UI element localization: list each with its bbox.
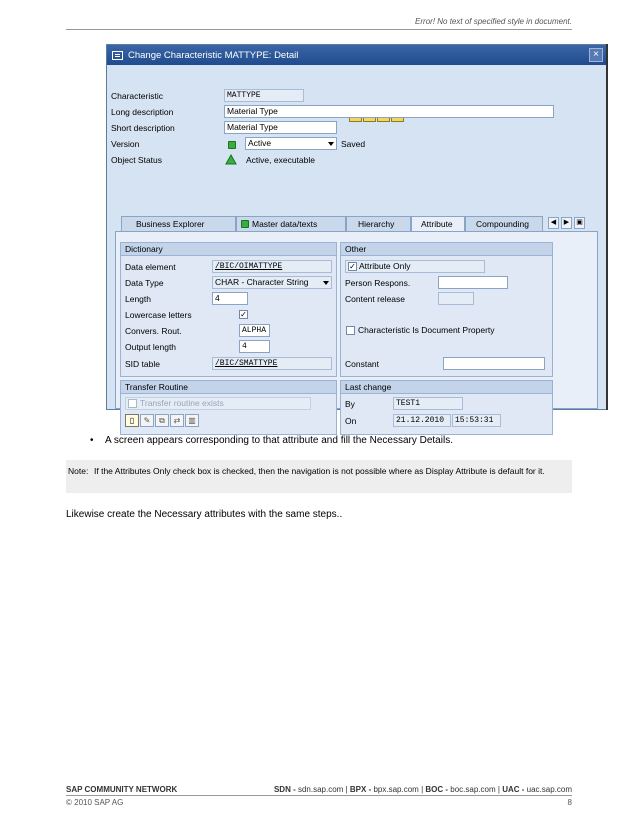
sid-table-field[interactable]: /BIC/SMATTYPE xyxy=(212,357,332,370)
transfer-routine-checkbox xyxy=(128,399,137,408)
bpx-link[interactable]: bpx.sap.com xyxy=(373,785,419,794)
person-responsible-field[interactable] xyxy=(438,276,508,289)
tab-list-button[interactable]: ▣ xyxy=(574,217,585,229)
bpx-label: BPX - xyxy=(349,785,372,794)
document-property-checkbox[interactable] xyxy=(346,326,355,335)
attribute-only-checkbox[interactable]: ✓ xyxy=(349,262,356,271)
chevron-down-icon xyxy=(323,281,329,285)
other-group xyxy=(340,242,553,377)
data-element-field[interactable]: /BIC/OIMATTYPE xyxy=(212,260,332,273)
window-title: Change Characteristic MATTYPE: Detail xyxy=(128,49,299,61)
characteristic-field: MATTYPE xyxy=(224,89,304,102)
last-change-group xyxy=(340,380,553,435)
sap-titlebar xyxy=(107,45,606,65)
chevron-down-icon xyxy=(328,142,334,146)
data-type-value: CHAR - Character String xyxy=(215,277,309,287)
copy-icon[interactable]: ⧉ xyxy=(155,414,169,427)
edit-pencil-icon[interactable]: ✎ xyxy=(140,414,154,427)
long-description-label: Long description xyxy=(111,107,174,117)
version-value: Active xyxy=(248,138,272,148)
transfer-routine-label: Transfer routine exists xyxy=(140,398,224,408)
sdn-link[interactable]: sdn.sap.com xyxy=(297,785,344,794)
bullet-text: A screen appears corresponding to that attribute and fill the Necessary Details. xyxy=(105,435,453,446)
changed-time-field: 15:53:31 xyxy=(452,414,501,427)
tab-compounding[interactable] xyxy=(465,216,543,231)
tab-scroll-right-button[interactable]: ▶ xyxy=(561,217,572,229)
transfer-routine-toolbar xyxy=(125,414,199,427)
create-icon[interactable]: ▯ xyxy=(125,414,139,427)
tab-label: Hierarchy xyxy=(358,219,395,229)
tab-scroll-left-button[interactable]: ◀ xyxy=(548,217,559,229)
sap-body xyxy=(107,66,606,426)
green-status-icon xyxy=(241,220,249,228)
close-button[interactable]: × xyxy=(589,48,603,62)
tab-master-data-texts[interactable] xyxy=(236,216,346,231)
length-label: Length xyxy=(125,294,151,304)
note-label: Note: xyxy=(68,466,89,476)
uac-label: UAC - xyxy=(502,785,525,794)
long-description-field[interactable]: Material Type xyxy=(224,105,554,118)
constant-label: Constant xyxy=(345,359,380,369)
dictionary-title: Dictionary xyxy=(121,243,336,256)
uac-link[interactable]: uac.sap.com xyxy=(526,785,572,794)
tab-hierarchy[interactable] xyxy=(346,216,411,231)
tab-label: Attribute xyxy=(421,219,453,229)
sid-table-label: SID table xyxy=(125,359,160,369)
transfer-routine-group xyxy=(120,380,337,435)
changed-date-field: 21.12.2010 xyxy=(393,414,451,427)
active-status-icon xyxy=(228,141,236,149)
boc-link[interactable]: boc.sap.com xyxy=(450,785,496,794)
data-element-label: Data element xyxy=(125,262,176,272)
screenshot-edge-divider xyxy=(606,44,608,410)
content-release-field xyxy=(438,292,474,305)
length-field[interactable]: 4 xyxy=(212,292,248,305)
header-divider xyxy=(66,29,572,30)
data-type-dropdown[interactable] xyxy=(212,276,332,289)
short-description-label: Short description xyxy=(111,123,175,133)
executable-status-icon xyxy=(225,154,237,165)
note-box xyxy=(66,460,572,493)
version-label: Version xyxy=(111,139,140,149)
transfer-routine-row xyxy=(125,397,311,410)
tab-business-explorer[interactable] xyxy=(121,216,236,231)
transport-icon[interactable]: ⇄ xyxy=(170,414,184,427)
tab-label: Business Explorer xyxy=(136,219,205,229)
footer-separator: | xyxy=(497,785,500,794)
footer-separator: | xyxy=(421,785,424,794)
output-length-label: Output length xyxy=(125,342,177,352)
changed-by-label: By xyxy=(345,399,355,409)
version-status: Saved xyxy=(341,139,366,149)
sap-dialog-window xyxy=(106,44,607,426)
footer-copyright: © 2010 SAP AG xyxy=(66,798,124,807)
delete-trash-icon[interactable]: ▥ xyxy=(185,414,199,427)
dictionary-group xyxy=(120,242,337,377)
note-text: If the Attributes Only check box is checked, then the navigation is not possible where as Display Attribute is default for it. xyxy=(94,466,545,476)
convers-rout-field[interactable]: ALPHA xyxy=(239,324,270,337)
tab-attribute[interactable] xyxy=(411,216,465,231)
tab-label: Compounding xyxy=(476,219,529,229)
tab-panel xyxy=(115,231,598,426)
lowercase-checkbox[interactable]: ✓ xyxy=(240,310,247,319)
data-type-label: Data Type xyxy=(125,278,164,288)
footer-network: SAP COMMUNITY NETWORK xyxy=(66,785,178,794)
document-property-label: Characteristic Is Document Property xyxy=(358,325,495,335)
page-header-note: Error! No text of specified style in document. xyxy=(415,17,572,26)
characteristic-label: Characteristic xyxy=(111,91,163,101)
object-status-value: Active, executable xyxy=(246,155,315,165)
convers-rout-label: Convers. Rout. xyxy=(125,326,182,336)
lowercase-label: Lowercase letters xyxy=(125,310,192,320)
content-release-label: Content release xyxy=(345,294,406,304)
output-length-field[interactable]: 4 xyxy=(239,340,270,353)
footer-separator: | xyxy=(345,785,348,794)
last-change-title: Last change xyxy=(341,381,552,394)
attribute-only-row xyxy=(345,260,485,273)
boc-label: BOC - xyxy=(425,785,449,794)
bullet-icon: • xyxy=(90,435,94,446)
transfer-routine-title: Transfer Routine xyxy=(121,381,336,394)
tab-strip xyxy=(115,216,598,231)
constant-field[interactable] xyxy=(443,357,545,370)
footer-divider xyxy=(66,795,572,796)
other-title: Other xyxy=(341,243,552,256)
object-status-label: Object Status xyxy=(111,155,163,165)
attribute-only-label: Attribute Only xyxy=(359,261,411,271)
changed-by-field: TEST1 xyxy=(393,397,463,410)
footer-links xyxy=(274,785,572,794)
window-icon xyxy=(112,51,123,60)
closing-paragraph: Likewise create the Necessary attributes with the same steps.. xyxy=(66,509,343,520)
changed-on-label: On xyxy=(345,416,357,426)
sdn-label: SDN - xyxy=(273,785,296,794)
version-dropdown[interactable] xyxy=(245,137,337,150)
person-responsible-label: Person Respons. xyxy=(345,278,411,288)
tab-label: Master data/texts xyxy=(252,219,318,229)
short-description-field[interactable]: Material Type xyxy=(224,121,337,134)
footer-page-number: 8 xyxy=(567,798,572,807)
